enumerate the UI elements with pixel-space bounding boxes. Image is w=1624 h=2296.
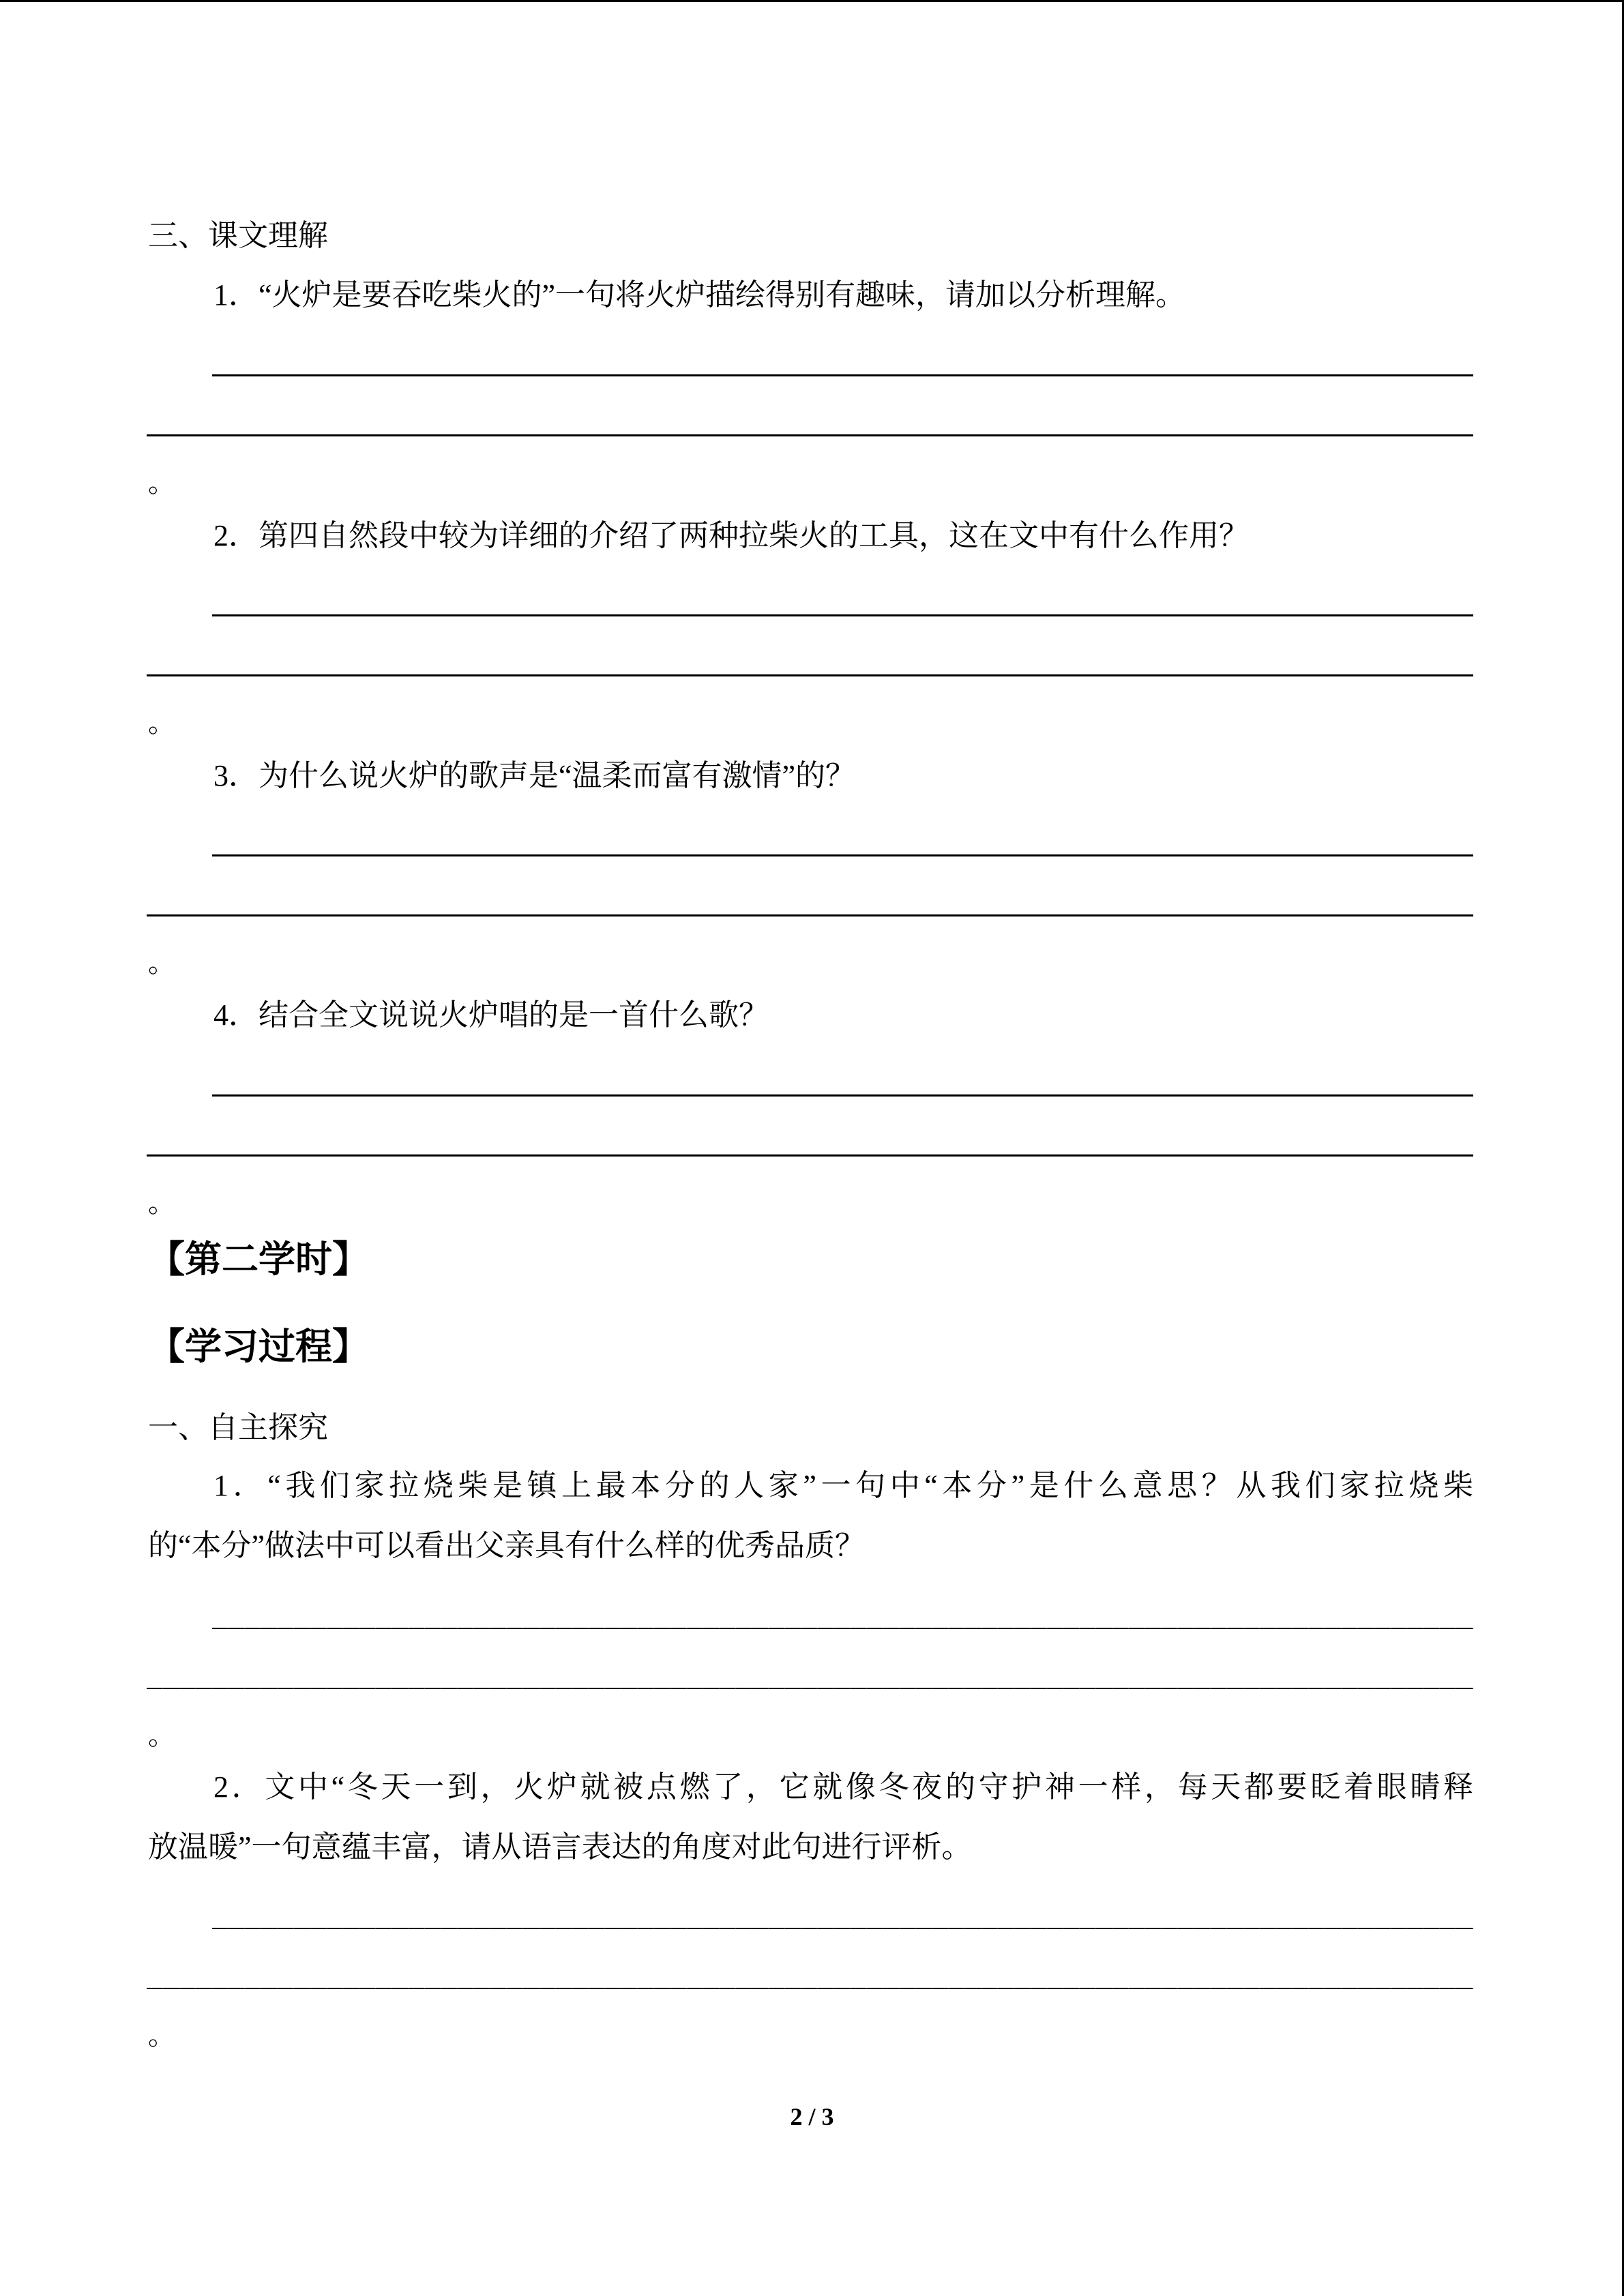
answer-line-q1-2[interactable] xyxy=(147,434,1473,436)
answer-line-ss-q1-2[interactable] xyxy=(147,1688,1473,1689)
section-title-self-study: 一、自主探究 xyxy=(148,1411,328,1444)
question-1-end-mark: 。 xyxy=(148,467,175,498)
answer-line-q2-1[interactable] xyxy=(212,614,1473,616)
self-study-q2-end-mark: 。 xyxy=(148,2020,175,2051)
learning-process-heading: 【学习过程】 xyxy=(148,1325,369,1368)
answer-line-q3-2[interactable] xyxy=(147,914,1473,916)
answer-line-q1-1[interactable] xyxy=(212,374,1473,376)
self-study-q1-line2: 的“本分”做法中可以看出父亲具有什么样的优秀品质？ xyxy=(148,1529,866,1562)
self-study-q2-line2: 放温暖”一句意蕴丰富，请从语言表达的角度对此句进行评析。 xyxy=(148,1830,972,1864)
page-border-top xyxy=(0,0,1624,2)
question-1-text: 1．“火炉是要吞吃柴火的”一句将火炉描绘得别有趣味，请加以分析理解。 xyxy=(213,278,1186,312)
self-study-q1-end-mark: 。 xyxy=(148,1720,175,1750)
question-2-end-mark: 。 xyxy=(148,707,175,738)
self-study-q1-line1: 1．“我们家拉烧柴是镇上最本分的人家”一句中“本分”是什么意思？从我们家拉烧柴 xyxy=(213,1469,1473,1502)
question-3-text: 3．为什么说火炉的歌声是“温柔而富有激情”的？ xyxy=(213,759,856,792)
answer-line-q2-2[interactable] xyxy=(147,674,1473,676)
answer-line-q3-1[interactable] xyxy=(212,854,1473,856)
answer-line-ss-q1-1[interactable] xyxy=(212,1628,1473,1629)
question-3-end-mark: 。 xyxy=(148,947,175,978)
answer-line-ss-q2-2[interactable] xyxy=(147,1988,1473,1989)
question-2-text: 2．第四自然段中较为详细的介绍了两种拉柴火的工具，这在文中有什么作用？ xyxy=(213,519,1249,552)
self-study-q2-line1: 2．文中“冬天一到，火炉就被点燃了，它就像冬夜的守护神一样，每天都要眨着眼睛释 xyxy=(213,1770,1473,1804)
page-number: 2 / 3 xyxy=(790,2103,834,2130)
answer-line-ss-q2-1[interactable] xyxy=(212,1928,1473,1929)
section-title-text-comprehension: 三、课文理解 xyxy=(148,219,328,252)
question-4-end-mark: 。 xyxy=(148,1187,175,1218)
answer-line-q4-1[interactable] xyxy=(212,1094,1473,1097)
question-4-text: 4．结合全文说说火炉唱的是一首什么歌？ xyxy=(213,998,769,1032)
answer-line-q4-2[interactable] xyxy=(147,1154,1473,1157)
lesson-2-heading: 【第二学时】 xyxy=(148,1238,369,1281)
